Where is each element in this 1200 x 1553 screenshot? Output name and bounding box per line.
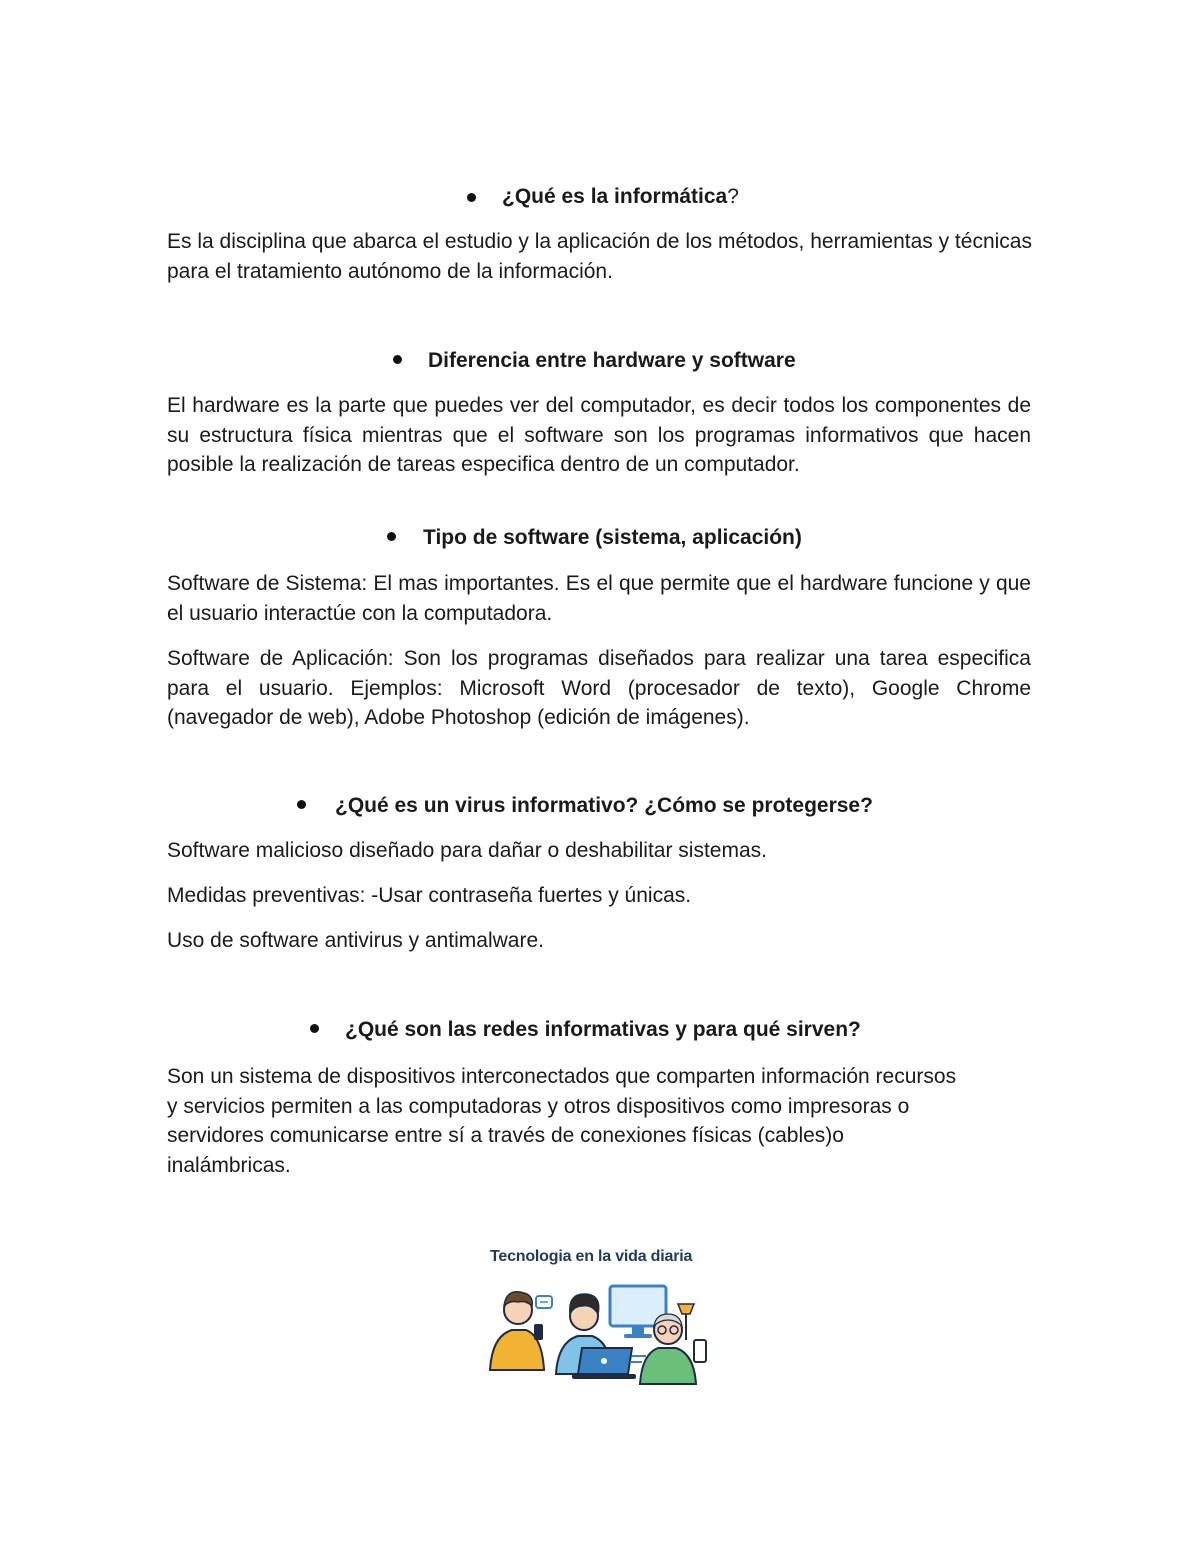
section-heading: [345, 1016, 861, 1044]
technology-illustration: [482, 1244, 718, 1390]
bullet-dot: [387, 532, 396, 541]
paragraph: Medidas preventivas: -Usar contraseña fuertes y únicas.: [167, 884, 692, 907]
illustration-title: Tecnologia en la vida diaria: [490, 1248, 693, 1265]
paragraph: Software de Aplicación: Son los programas diseñados para realizar una tarea especifica para el usuario. Ejemplos: Microsoft Word (procesador de texto), Google Chrome (navegador de web), Adobe Photoshop (edición de imágenes).: [167, 647, 1031, 729]
heading-text: ¿Qué es un virus informativo? ¿Cómo se protegerse?: [335, 794, 873, 817]
paragraph: Uso de software antivirus y antimalware.: [167, 929, 544, 952]
heading-text: ¿Qué son las redes informativas y para qué sirven?: [345, 1018, 861, 1041]
heading-tail: ?: [727, 185, 739, 208]
paragraph: Es la disciplina que abarca el estudio y la aplicación de los métodos, herramientas y técnicas para el tratamiento autónomo de la información.: [167, 230, 1032, 283]
bullet-dot: [297, 800, 306, 809]
bullet-dot: [393, 355, 402, 364]
chat-bubble-icon: [536, 1296, 552, 1308]
bullet-dot: [310, 1024, 319, 1033]
section-heading: [502, 183, 739, 211]
smartphone-icon: [534, 1324, 543, 1340]
section-heading: [428, 347, 796, 375]
bullet-dot: [467, 193, 476, 202]
heading-text: Diferencia entre hardware y software: [428, 349, 796, 372]
heading-text: Tipo de software (sistema, aplicación): [423, 526, 802, 549]
paragraph: Son un sistema de dispositivos interconectados que comparten información recursos y servicios permiten a las computadoras y otros dispositivos como impresoras o servidores comunicarse entre sí a través de conexiones físicas (cables)o inalámbricas.: [167, 1065, 957, 1177]
people-with-devices-icon: [482, 1244, 718, 1390]
paragraph: El hardware es la parte que puedes ver del computador, es decir todos los componentes de su estructura física mientras que el software son los programas informativos que hacen posible la realización de tareas especifica dentro de un computador.: [167, 394, 1031, 476]
smartphone-icon: [694, 1340, 706, 1362]
laptop-icon: [572, 1348, 636, 1379]
section-heading: [335, 792, 873, 820]
heading-text: ¿Qué es la informática: [502, 185, 728, 208]
section-heading: [423, 524, 802, 552]
paragraph: Software de Sistema: El mas importantes. Es el que permite que el hardware funcione y que el usuario interactúe con la computadora.: [167, 572, 1031, 625]
paragraph: Software malicioso diseñado para dañar o deshabilitar sistemas.: [167, 839, 767, 862]
